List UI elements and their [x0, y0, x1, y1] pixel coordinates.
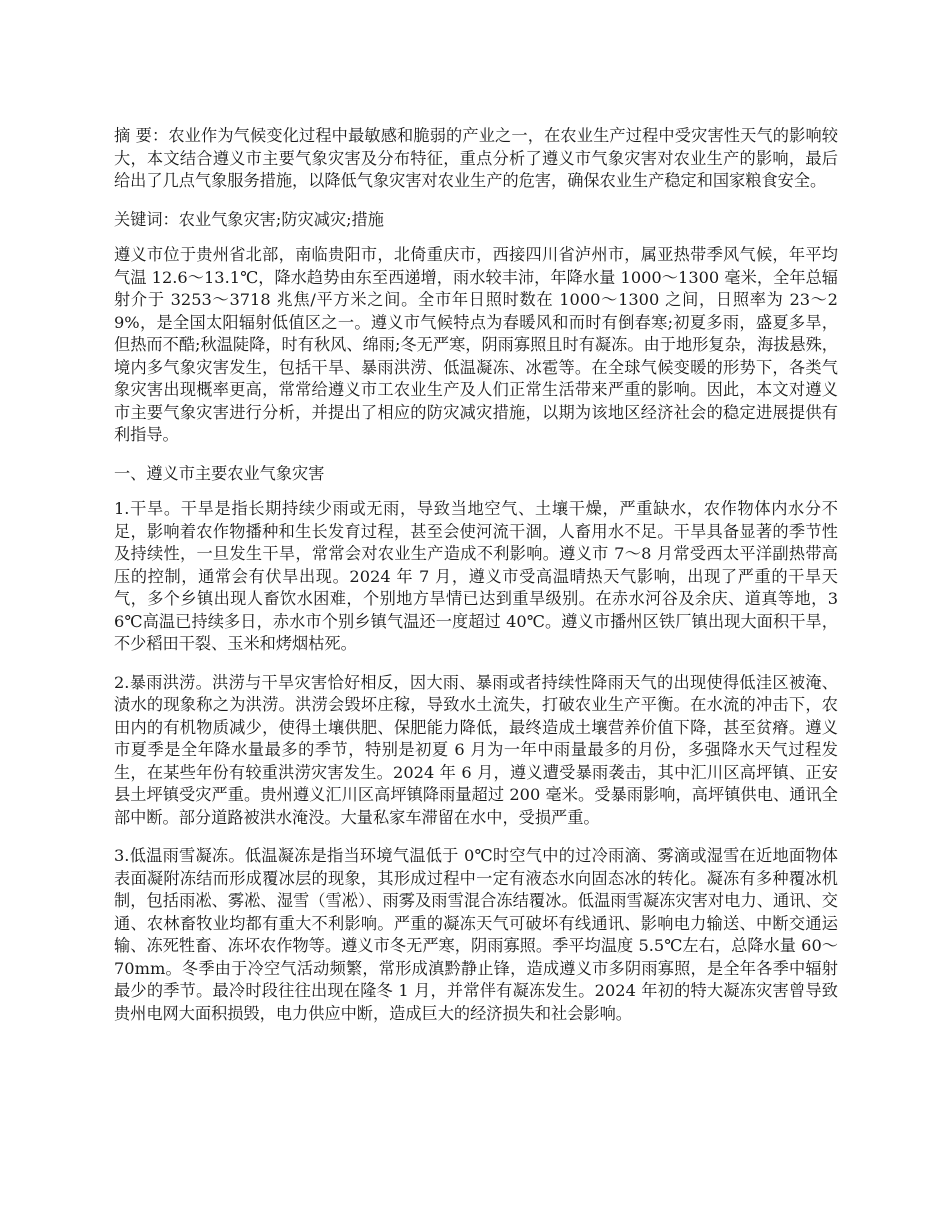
abstract-text: 农业作为气候变化过程中最敏感和脆弱的产业之一，在农业生产过程中受灾害性天气的影响较大，本文结合遵义市主要气象灾害及分布特征，重点分析了遵义市气象灾害对农业生产的影响，最后给出了几点气象服务措施，以降低气象灾害对农业生产的危害，确保农业生产稳定和国家粮食安全。 [114, 126, 838, 190]
keywords-paragraph [114, 209, 838, 232]
intro-paragraph: 遵义市位于贵州省北部，南临贵阳市，北倚重庆市，西接四川省泸州市，属亚热带季风气候，年平均气温 12.6～13.1℃，降水趋势由东至西递增，雨水较丰沛，年降水量 1000～1300 毫米，全年总辐射介于 3253～3718 兆焦/平方米之间。全市年日照时数在 1000～1300 之间，日照率为 23～29%，是全国太阳辐射低值区之一。遵义市气候特点为春暖风和而时有倒春寒;初夏多雨，盛夏多旱，但热而不酷;秋温陡降，时有秋风、绵雨;冬无严寒，阴雨寡照且时有凝冻。由于地形复杂，海拔悬殊，境内多气象灾害发生，包括干旱、暴雨洪涝、低温凝冻、冰雹等。在全球气候变暖的形势下，各类气象灾害出现概率更高，常常给遵义市工农业生产及人们正常生活带来严重的影响。因此，本文对遵义市主要气象灾害进行分析，并提出了相应的防灾减灾措施，以期为该地区经济社会的稳定进展提供有利指导。 [114, 245, 838, 444]
item-flood-paragraph: 2.暴雨洪涝。洪涝与干旱灾害恰好相反，因大雨、暴雨或者持续性降雨天气的出现使得低洼区被淹、渍水的现象称之为洪涝。洪涝会毁坏庄稼，导致水土流失，打破农业生产平衡。在水流的冲击下，农田内的有机物质减少，使得土壤供肥、保肥能力降低，最终造成土壤营养价值下降，甚至贫瘠。遵义市夏季是全年降水量最多的季节，特别是初夏 6 月为一年中雨量最多的月份，多强降水天气过程发生，在某些年份有较重洪涝灾害发生。2024 年 6 月，遵义遭受暴雨袭击，其中汇川区高坪镇、正安县土坪镇受灾严重。贵州遵义汇川区高坪镇降雨量超过 200 毫米。受暴雨影响，高坪镇供电、通讯全部中断。部分道路被洪水淹没。大量私家车滞留在水中，受损严重。 [114, 672, 838, 827]
section-heading: 一、遵义市主要农业气象灾害 [114, 463, 325, 483]
abstract-label: 摘 要： [114, 126, 169, 145]
item-drought-paragraph: 1.干旱。干旱是指长期持续少雨或无雨，导致当地空气、土壤干燥，严重缺水，农作物体内水分不足，影响着农作物播种和生长发育过程，甚至会使河流干涸，人畜用水不足。干旱具备显著的季节性及持续性，一旦发生干旱，常常会对农业生产造成不利影响。遵义市 7～8 月常受西太平洋副热带高压的控制，通常会有伏旱出现。2024 年 7 月，遵义市受高温晴热天气影响，出现了严重的干旱天气，多个乡镇出现人畜饮水困难，个别地方旱情已达到重旱级别。在赤水河谷及余庆、道真等地，36℃高温已持续多日，赤水市个别乡镇气温还一度超过 40℃。遵义市播州区铁厂镇出现大面积干旱，不少稻田干裂、玉米和烤烟枯死。 [114, 499, 838, 653]
keywords-label: 关键词： [114, 209, 179, 229]
abstract-paragraph [114, 125, 838, 193]
item-freeze-paragraph: 3.低温雨雪凝冻。低温凝冻是指当环境气温低于 0℃时空气中的过冷雨滴、雾滴或湿雪在近地面物体表面凝附冻结而形成覆冰层的现象，其形成过程中一定有液态水向固态冰的转化。凝冻有多种覆冰机制，包括雨凇、雾凇、湿雪（雪凇）、雨雾及雨雪混合冻结覆冰。低温雨雪凝冻灾害对电力、通讯、交通、农林畜牧业均都有重大不利影响。严重的凝冻天气可破坏有线通讯、影响电力输送、中断交通运输、冻死牲畜、冻坏农作物等。遵义市冬无严寒，阴雨寡照。季平均温度 5.5℃左右，总降水量 60～70mm。冬季由于冷空气活动频繁，常形成滇黔静止锋，造成遵义市多阴雨寡照，是全年各季中辐射最少的季节。最冷时段往往出现在隆冬 1 月，并常伴有凝冻发生。2024 年初的特大凝冻灾害曾导致贵州电网大面积损毁，电力供应中断，造成巨大的经济损失和社会影响。 [114, 846, 838, 1023]
keywords-text: 农业气象灾害;防灾减灾;措施 [178, 209, 384, 229]
